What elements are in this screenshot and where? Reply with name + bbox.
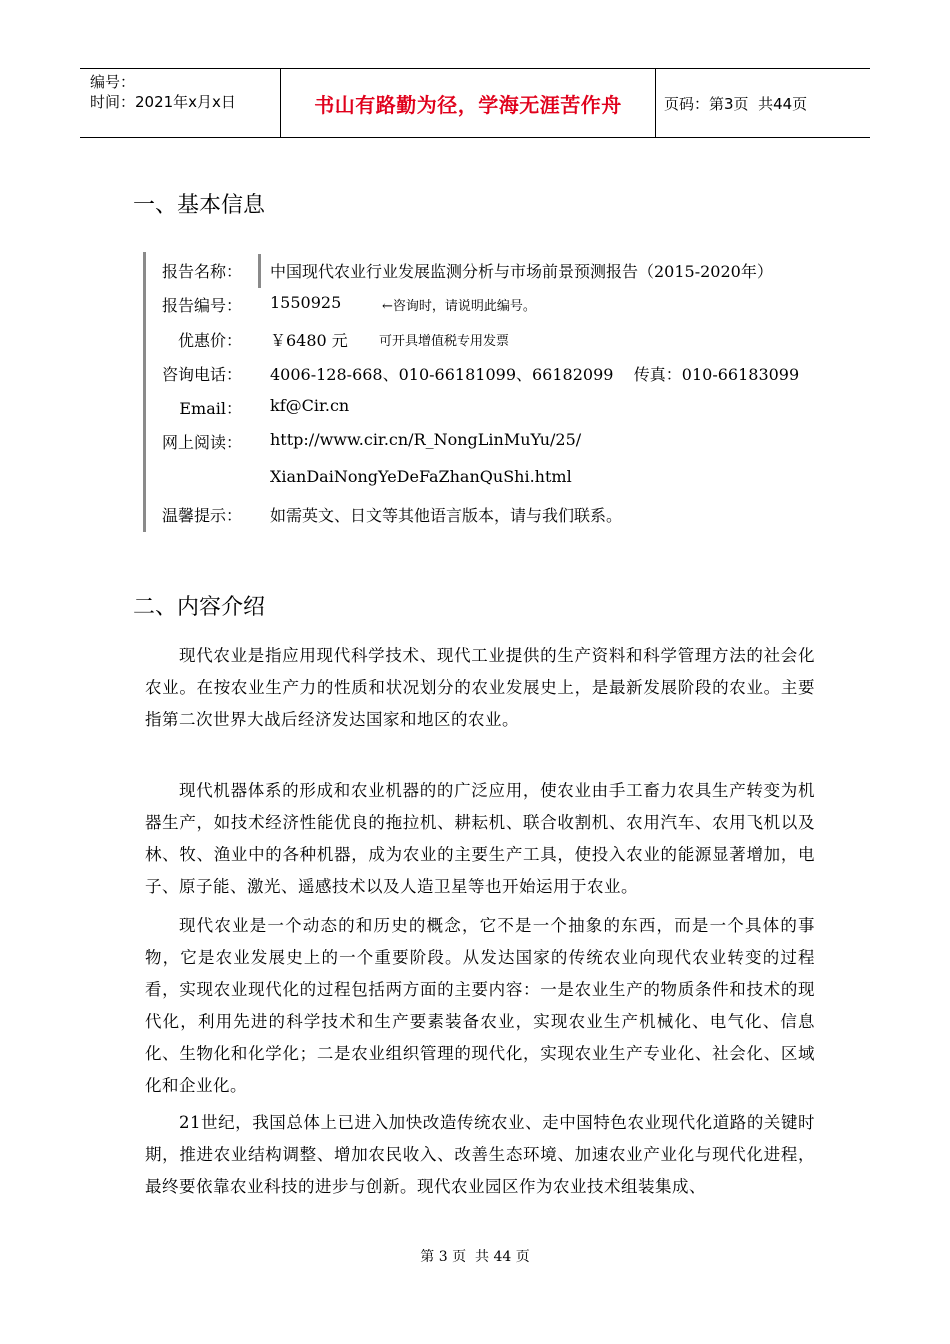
report-number-note: ←咨询时，请说明此编号。 (382, 299, 536, 314)
info-block-bar (143, 252, 146, 532)
report-name-bar (258, 254, 261, 288)
email-label: Email： (179, 399, 242, 418)
email-link[interactable]: kf@Cir.cn (270, 396, 350, 415)
url-label: 网上阅读： (161, 433, 242, 452)
url-link-line2[interactable]: XianDaiNongYeDeFaZhanQuShi.html (270, 467, 572, 486)
report-name: 中国现代农业行业发展监测分析与市场前景预测报告（2015-2020年） (270, 262, 773, 281)
header-page-info (656, 69, 878, 137)
paragraph: 21世纪，我国总体上已进入加快改造传统农业、走中国特色农业现代化道路的关键时期，推进农业结构调整、增加农民收入、改善生态环境、加速农业产业化与现代化进程，最终要依靠农业科技的进步与创新。现代农业园区作为农业技术组装集成、 (145, 1113, 815, 1196)
phone-fax: 4006-128-668、010-66181099、66182099 传真：010-66183099 (270, 365, 800, 384)
section-title-content-intro: 二、内容介绍 (133, 595, 266, 620)
paragraph: 现代机器体系的形成和农业机器的的广泛应用，使农业由手工畜力农具生产转变为机器生产，如技术经济性能优良的拖拉机、耕耘机、联合收割机、农用汽车、农用飞机以及林、牧、渔业中的各种机器，成为农业的主要生产工具，使投入农业的能源显著增加，电子、原子能、激光、遥感技术以及人造卫星等也开始运用于农业。 (145, 781, 815, 896)
price: ￥6480 元 (270, 331, 348, 350)
tip-text: 如需英文、日文等其他语言版本，请与我们联系。 (270, 506, 623, 525)
header-page-text: 页码：第3页 共44页 (664, 94, 808, 113)
phone-label: 咨询电话： (161, 365, 242, 384)
section-title-basic-info: 一、基本信息 (133, 193, 266, 218)
url-link-line1[interactable]: http://www.cir.cn/R_NongLinMuYu/25/ (270, 430, 582, 449)
price-note: 可开具增值税专用发票 (379, 334, 510, 349)
report-number: 1550925 (270, 293, 342, 312)
page-header (80, 68, 870, 138)
paragraph: 现代农业是指应用现代科学技术、现代工业提供的生产资料和科学管理方法的社会化农业。在按农业生产力的性质和状况划分的农业发展史上，是最新发展阶段的农业。主要指第二次世界大战后经济发达国家和地区的农业。 (145, 646, 815, 729)
header-motto: 书山有路勤为径，学海无涯苦作舟 (280, 69, 656, 137)
page-footer (0, 1246, 950, 1266)
paragraph: 现代农业是一个动态的和历史的概念，它不是一个抽象的东西，而是一个具体的事物，它是农业发展史上的一个重要阶段。从发达国家的传统农业向现代农业转变的过程看，实现农业现代化的过程包括两方面的主要内容：一是农业生产的物质条件和技术的现代化，利用先进的科学技术和生产要素装备农业，实现农业生产机械化、电气化、信息化、生物化和化学化；二是农业组织管理的现代化，实现农业生产专业化、社会化、区域化和企业化。 (145, 916, 815, 1095)
footer-page-number: 第 3 页 共 44 页 (420, 1249, 530, 1265)
document-date: 时间：2021年x月x日 (90, 93, 236, 111)
price-label: 优惠价： (177, 331, 242, 350)
report-number-label: 报告编号： (161, 296, 242, 315)
document-number-label: 编号： (90, 73, 136, 91)
header-meta (80, 69, 280, 137)
report-name-label: 报告名称： (161, 262, 242, 281)
tip-label: 温馨提示： (161, 506, 242, 525)
